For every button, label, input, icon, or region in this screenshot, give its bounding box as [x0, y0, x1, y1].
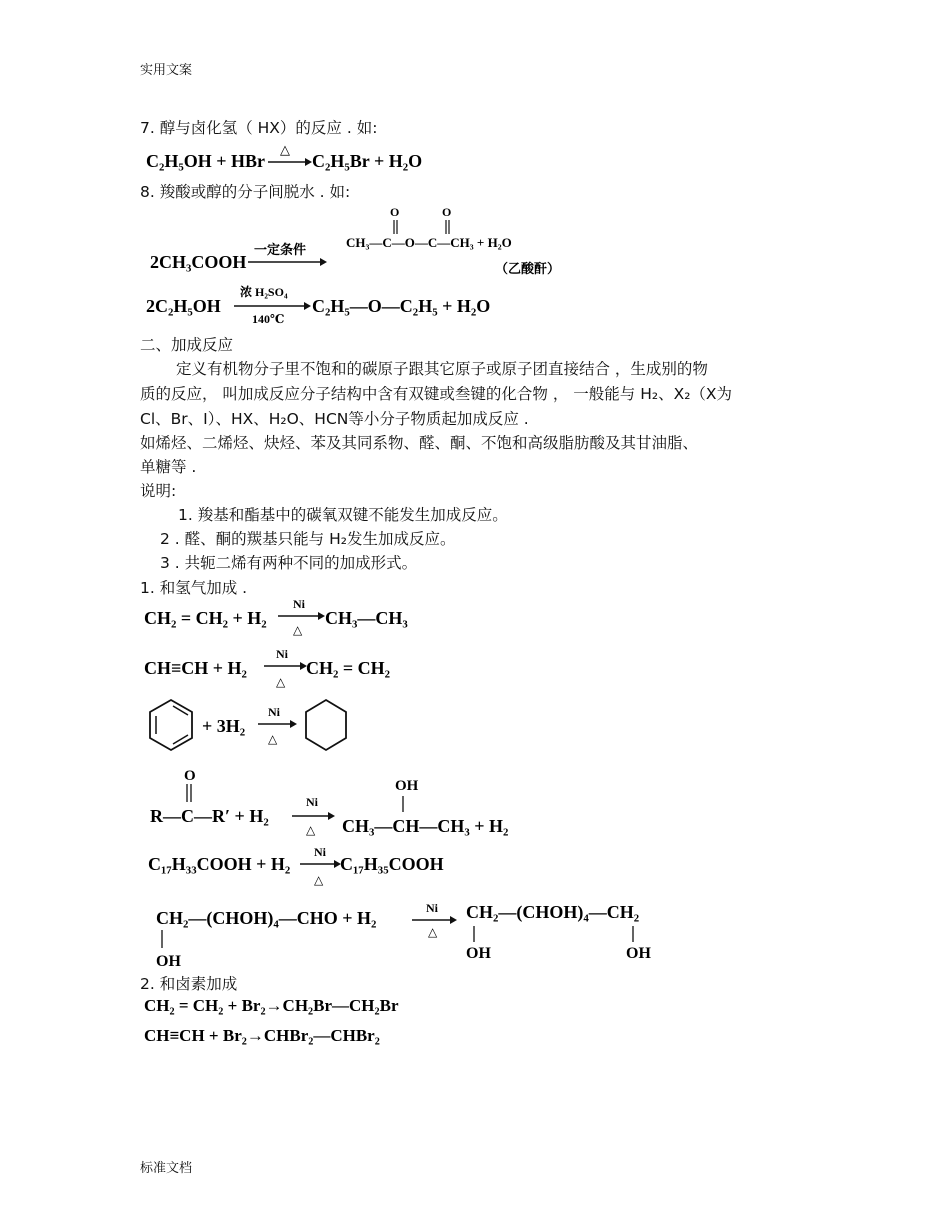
reaction-ketone-hydrogenation	[140, 764, 540, 844]
reaction-left: 2C₂H₅OH	[146, 296, 221, 316]
reaction-text: CH₂ = CH₂ + Br₂→CH₂Br—CH₂Br	[144, 996, 399, 1015]
reaction-ether	[140, 282, 520, 328]
reaction-condition: △	[280, 142, 290, 157]
hydroxyl-label-right-1: OH	[466, 945, 491, 962]
reaction-left: CH₂ = CH₂ + H₂	[144, 608, 267, 628]
reaction-condition-top: Ni	[276, 647, 288, 661]
reaction-condition-top: Ni	[426, 901, 438, 915]
reaction-condition-bottom: △	[268, 732, 278, 746]
item-7-heading: 7. 醇与卤化氢（ HX）的反应 . 如:	[140, 119, 378, 137]
reaction-left: CH≡CH + H₂	[144, 658, 247, 678]
reaction-left: R—C—R′ + H₂	[150, 806, 269, 826]
reaction-fatty-acid-hydrogenation	[140, 844, 460, 890]
page-header: 实用文案	[140, 63, 193, 78]
note-label: 说明:	[140, 482, 177, 500]
reaction-middle: + 3H₂	[202, 716, 246, 736]
definition-line-3: Cl、Br、I）、HX、H₂O、HCN等小分子物质起加成反应 .	[140, 410, 529, 428]
reaction-acetic-anhydride	[140, 200, 570, 282]
reaction-right: CH₃—CH—CH₃ + H₂	[342, 816, 509, 836]
reaction-alcohol-hbr	[140, 140, 460, 174]
svg-text:O: O	[442, 205, 452, 219]
reaction-condition-top: Ni	[293, 597, 305, 611]
hydroxyl-label: OH	[395, 778, 419, 794]
reaction-condition-bottom: △	[314, 873, 324, 887]
reaction-right: CH₂ = CH₂	[306, 658, 391, 678]
reaction-left: C₁₇H₃₃COOH + H₂	[148, 854, 291, 874]
halogen-heading: 2. 和卤素加成	[140, 975, 238, 993]
reaction-note: （乙酸酐）	[495, 261, 561, 276]
note-1: 1. 羧基和酯基中的碳氧双键不能发生加成反应。	[178, 506, 508, 524]
hydrogen-heading: 1. 和氢气加成 .	[140, 579, 248, 597]
hydroxyl-label-left: OH	[156, 953, 181, 970]
reaction-condition-top: 浓 H₂SO₄	[240, 285, 288, 299]
definition-line-2: 质的反应， 叫加成反应分子结构中含有双键或叁键的化合物 ， 一般能与 H₂、X₂（X为	[140, 385, 733, 403]
reaction-sugar-hydrogenation	[140, 896, 680, 972]
reaction-condition-bottom: △	[276, 675, 286, 689]
reaction-benzene-hydrogenation	[140, 696, 360, 760]
section-2-title: 二、加成反应	[140, 336, 234, 354]
page-footer: 标准文档	[140, 1161, 193, 1176]
item-8-heading: 8. 羧酸或醇的分子间脱水 . 如:	[140, 183, 351, 201]
reaction-condition-top: Ni	[268, 705, 280, 719]
reaction-ethyne-hydrogenation	[140, 644, 410, 690]
hydroxyl-label-right-2: OH	[626, 945, 651, 962]
note-3: 3 . 共轭二烯有两种不同的加成形式。	[160, 554, 418, 572]
reaction-ethene-bromination	[140, 990, 440, 1020]
definition-line-4: 如烯烃、二烯烃、炔烃、苯及其同系物、醛、酮、不饱和高级脂肪酸及其甘油脂、	[140, 434, 699, 452]
reaction-right: C₂H₅—O—C₂H₅ + H₂O	[312, 296, 491, 316]
reaction-right: CH₂—(CHOH)₄—CH₂	[466, 902, 640, 922]
reaction-right: CH₃—CH₃	[325, 608, 408, 628]
definition-line-1: 定义有机物分子里不饱和的碳原子跟其它原子或原子团直接结合 ，生成别的物	[176, 360, 708, 378]
reaction-text: CH≡CH + Br₂→CHBr₂—CHBr₂	[144, 1026, 380, 1045]
reaction-condition-bottom: 140℃	[252, 312, 285, 326]
reaction-right: C₁₇H₃₅COOH	[340, 854, 444, 874]
cyclohexane-ring-icon	[306, 700, 346, 750]
reaction-condition-bottom: △	[306, 823, 316, 837]
reaction-condition-bottom: △	[428, 925, 438, 939]
reaction-ethyne-bromination	[140, 1020, 440, 1050]
reaction-condition: 一定条件	[254, 242, 307, 257]
reaction-right: CH₃—C—O—C—CH₃ + H₂O	[346, 235, 512, 250]
reaction-left: C₂H₅OH + HBr	[146, 151, 266, 171]
reaction-condition-bottom: △	[293, 623, 303, 637]
reaction-condition-top: Ni	[306, 795, 318, 809]
definition-line-5: 单糖等 .	[140, 458, 197, 476]
reaction-condition-top: Ni	[314, 845, 326, 859]
reaction-left: CH₂—(CHOH)₄—CHO + H₂	[156, 908, 377, 928]
carbonyl-oxygen: O	[184, 768, 196, 784]
reaction-right: C₂H₅Br + H₂O	[312, 151, 423, 171]
note-2: 2 . 醛、酮的羰基只能与 H₂发生加成反应。	[160, 530, 456, 548]
svg-text:O: O	[390, 205, 400, 219]
reaction-ethene-hydrogenation	[140, 594, 430, 638]
reaction-left: 2CH₃COOH	[150, 252, 247, 272]
